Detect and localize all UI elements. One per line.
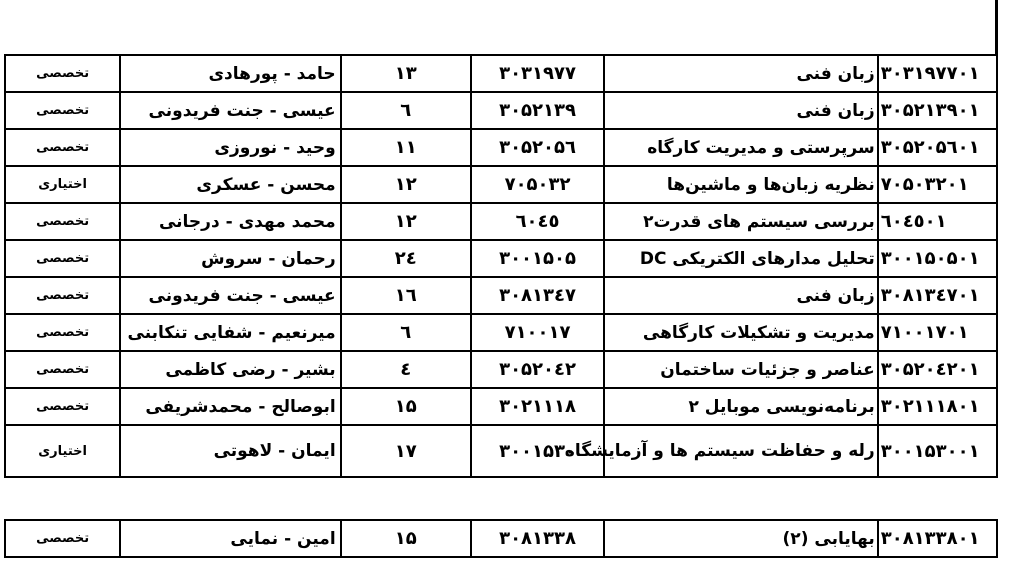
code-cell: ۳۰۵۲۰٤۲۰۱ (878, 351, 997, 388)
teacher-cell: میرنعیم - شفایی تنکابنی (120, 314, 340, 351)
category-cell: تخصصی (5, 129, 120, 166)
course-code-cell: ۳۰۸۱۳٤۷ (471, 277, 604, 314)
units-cell: ۱۵ (341, 388, 471, 425)
course-code-cell: ۳۰۰۱۵۳۰ (471, 425, 604, 477)
teacher-cell: وحید - نوروزی (120, 129, 340, 166)
category-cell: تخصصی (5, 520, 120, 557)
course-table (4, 54, 998, 478)
teacher-cell: امین - نمایی (120, 520, 340, 557)
code-cell: ۳۰۸۱۳۳۸۰۱ (878, 520, 997, 557)
code-cell: ۳۰۵۲۱۳۹۰۱ (878, 92, 997, 129)
table-row (5, 129, 997, 166)
table-row (5, 388, 997, 425)
course-code-cell: ۳۰۸۱۳۳۸ (471, 520, 604, 557)
category-cell: تخصصی (5, 203, 120, 240)
category-cell: تخصصی (5, 240, 120, 277)
course-code-cell: ۳۰۵۲۱۳۹ (471, 92, 604, 129)
units-cell: ۱۵ (341, 520, 471, 557)
units-cell: ۱۳ (341, 55, 471, 92)
teacher-cell: محسن - عسکری (120, 166, 340, 203)
teacher-cell: ایمان - لاهوتی (120, 425, 340, 477)
course-name-cell: رله و حفاظت سیستم ها و آزمایشگاه (604, 425, 878, 477)
course-name-cell: بررسی سیستم های قدرت۲ (604, 203, 878, 240)
teacher-cell: عیسی - جنت فریدونی (120, 92, 340, 129)
category-cell: تخصصی (5, 92, 120, 129)
code-cell: ۳۰۰۱۵۰۵۰۱ (878, 240, 997, 277)
code-cell: ۳۰۸۱۳٤۷۰۱ (878, 277, 997, 314)
category-cell: تخصصی (5, 277, 120, 314)
course-table-body (5, 55, 997, 477)
table-row (5, 203, 997, 240)
code-cell: ۳۰۰۱۵۳۰۰۱ (878, 425, 997, 477)
course-code-cell: ۳۰۵۲۰۵٦ (471, 129, 604, 166)
table-row (5, 277, 997, 314)
table-row (5, 166, 997, 203)
table-row (5, 520, 997, 557)
course-code-cell: ٦۰٤٥ (471, 203, 604, 240)
course-table-extra (4, 519, 998, 558)
code-cell: ۳۰۳۱۹۷۷۰۱ (878, 55, 997, 92)
category-cell: اختیاری (5, 166, 120, 203)
units-cell: ۱۲ (341, 166, 471, 203)
teacher-cell: حامد - پورهادی (120, 55, 340, 92)
code-cell: ۷۰۵۰۳۲۰۱ (878, 166, 997, 203)
units-cell: ۱۱ (341, 129, 471, 166)
category-cell: تخصصی (5, 55, 120, 92)
table-row (5, 92, 997, 129)
course-code-cell: ۳۰۰۱۵۰۵ (471, 240, 604, 277)
category-cell: تخصصی (5, 351, 120, 388)
course-code-cell: ۳۰۲۱۱۱۸ (471, 388, 604, 425)
course-name-cell: زبان فنی (604, 277, 878, 314)
units-cell: ۱٦ (341, 277, 471, 314)
course-code-cell: ۳۰۳۱۹۷۷ (471, 55, 604, 92)
units-cell: ٤ (341, 351, 471, 388)
units-cell: ۱۲ (341, 203, 471, 240)
teacher-cell: محمد مهدی - درجانی (120, 203, 340, 240)
category-cell: تخصصی (5, 388, 120, 425)
course-name-cell: زبان فنی (604, 55, 878, 92)
category-cell: اختیاری (5, 425, 120, 477)
teacher-cell: عیسی - جنت فریدونی (120, 277, 340, 314)
teacher-cell: ابوصالح - محمدشریفی (120, 388, 340, 425)
table-row (5, 240, 997, 277)
code-cell: ۳۰۲۱۱۱۸۰۱ (878, 388, 997, 425)
code-cell: ۳۰۵۲۰۵٦۰۱ (878, 129, 997, 166)
table-row (5, 314, 997, 351)
course-name-cell: تحلیل مدارهای الکتریکی DC (604, 240, 878, 277)
code-cell: ۷۱۰۰۱۷۰۱ (878, 314, 997, 351)
course-name-cell: برنامه‌نویسی موبایل ۲ (604, 388, 878, 425)
table-row (5, 55, 997, 92)
table-row (5, 351, 997, 388)
units-cell: ٦ (341, 92, 471, 129)
course-name-cell: سرپرستی و مدیریت کارگاه (604, 129, 878, 166)
frame-right-border (995, 0, 998, 54)
units-cell: ٦ (341, 314, 471, 351)
teacher-cell: رحمان - سروش (120, 240, 340, 277)
category-cell: تخصصی (5, 314, 120, 351)
units-cell: ۱۷ (341, 425, 471, 477)
code-cell: ٦۰٤٥۰۱ (878, 203, 997, 240)
teacher-cell: بشیر - رضی کاظمی (120, 351, 340, 388)
units-cell: ۲٤ (341, 240, 471, 277)
course-code-cell: ۳۰۵۲۰٤۲ (471, 351, 604, 388)
course-code-cell: ۷۰۵۰۳۲ (471, 166, 604, 203)
course-name-cell: بهایابی (۲) (604, 520, 878, 557)
course-name-cell: مدیریت و تشکیلات کارگاهی (604, 314, 878, 351)
course-name-cell: زبان فنی (604, 92, 878, 129)
course-name-cell: نظریه زبان‌ها و ماشین‌ها (604, 166, 878, 203)
course-code-cell: ۷۱۰۰۱۷ (471, 314, 604, 351)
table-row (5, 425, 997, 477)
course-name-cell: عناصر و جزئیات ساختمان (604, 351, 878, 388)
